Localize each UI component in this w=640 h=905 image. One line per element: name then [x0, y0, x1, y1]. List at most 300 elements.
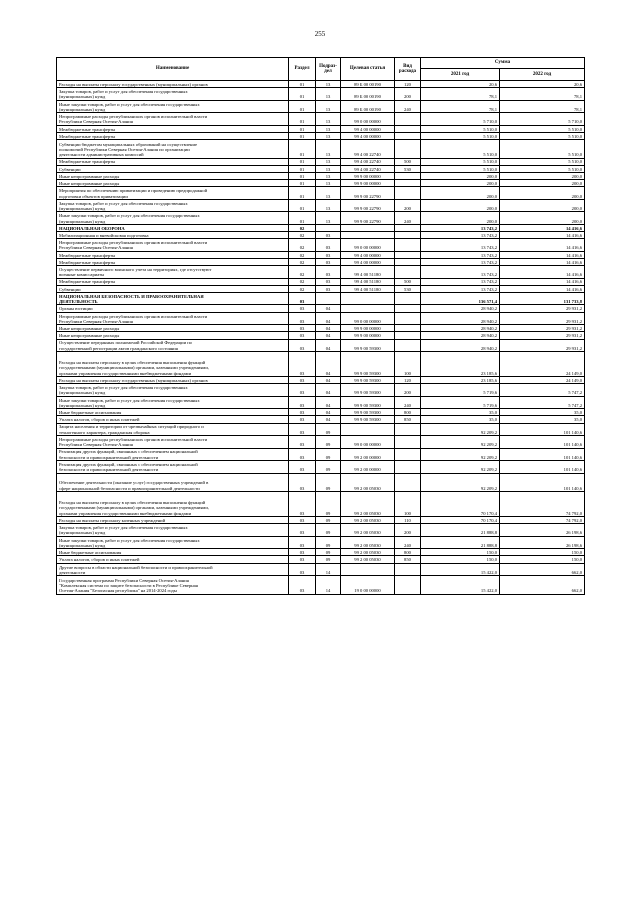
row-subsection: 09 — [316, 492, 341, 517]
table-row — [57, 212, 585, 225]
row-amount-2022: 24 149,0 — [500, 377, 585, 384]
row-expense-type — [395, 423, 421, 436]
row-name: Межбюджетные трансферты — [57, 125, 289, 132]
row-expense-type: 120 — [395, 81, 421, 88]
row-expense-type — [395, 563, 421, 576]
row-amount-2021: 20,6 — [421, 81, 500, 88]
row-name: Закупка товаров, работ и услуг для обеспечения государственных (муниципальных) нужд — [57, 199, 289, 212]
row-section: 02 — [289, 224, 316, 231]
row-expense-type — [395, 461, 421, 474]
row-section: 02 — [289, 239, 316, 252]
row-section: 03 — [289, 517, 316, 524]
row-amount-2022: 26 198,6 — [500, 524, 585, 537]
row-name: Мероприятия по обеспечению приватизации и проведению предпродажной подготовки объектов приватизации — [57, 187, 289, 200]
row-amount-2022: 5 510,0 — [500, 140, 585, 159]
row-name: Защита населения и территории от чрезвычайных ситуаций природного и техногенного характера, гражданская оборона — [57, 423, 289, 436]
row-subsection: 03 — [316, 232, 341, 239]
row-section: 02 — [289, 278, 316, 285]
row-article: 99 9 00 22790 — [341, 187, 395, 200]
table-row — [57, 292, 585, 305]
row-subsection — [316, 224, 341, 231]
row-article: 99 4 00 00000 — [341, 132, 395, 139]
row-amount-2022: 29 931,2 — [500, 312, 585, 325]
row-section: 03 — [289, 492, 316, 517]
row-article: 99 2 00 05030 — [341, 473, 395, 492]
row-name: Иные закупки товаров, работ и услуг для обеспечения государственных (муниципальных) нужд — [57, 100, 289, 113]
row-article: 99 9 00 59300 — [341, 339, 395, 352]
row-amount-2021: 92 209,2 — [421, 473, 500, 492]
table-row — [57, 172, 585, 179]
row-expense-type: 200 — [395, 88, 421, 101]
row-subsection: 09 — [316, 536, 341, 549]
row-section: 01 — [289, 100, 316, 113]
row-subsection: 13 — [316, 132, 341, 139]
table-row — [57, 224, 585, 231]
row-section: 01 — [289, 132, 316, 139]
row-amount-2022: 662,0 — [500, 563, 585, 576]
row-article: 99 9 00 00000 — [341, 172, 395, 179]
row-section: 03 — [289, 436, 316, 449]
row-section: 03 — [289, 576, 316, 595]
row-subsection: 09 — [316, 473, 341, 492]
row-expense-type: 200 — [395, 199, 421, 212]
row-amount-2022: 14 416,6 — [500, 251, 585, 258]
row-expense-type — [395, 339, 421, 352]
row-article: 99 4 00 22740 — [341, 165, 395, 172]
row-amount-2022: 150,0 — [500, 556, 585, 563]
row-name: Иные непрограммные расходы — [57, 332, 289, 339]
table-row — [57, 140, 585, 159]
row-amount-2022: 5 747,2 — [500, 396, 585, 409]
row-subsection: 13 — [316, 100, 341, 113]
row-name: Уплата налогов, сборов и иных платежей — [57, 556, 289, 563]
row-article: 99 9 00 00000 — [341, 332, 395, 339]
row-subsection: 04 — [316, 312, 341, 325]
row-subsection: 04 — [316, 339, 341, 352]
row-amount-2022: 5 510,0 — [500, 158, 585, 165]
row-name: НАЦИОНАЛЬНАЯ ОБОРОНА — [57, 224, 289, 231]
row-subsection: 13 — [316, 88, 341, 101]
row-expense-type — [395, 187, 421, 200]
table-row — [57, 232, 585, 239]
row-amount-2022: 74 792,0 — [500, 517, 585, 524]
header-section: Раздел — [289, 58, 316, 81]
row-article: 99 4 00 22740 — [341, 140, 395, 159]
table-row — [57, 81, 585, 88]
row-name: Межбюджетные трансферты — [57, 158, 289, 165]
row-article: 99 4 00 51180 — [341, 285, 395, 292]
row-amount-2021: 13 743,2 — [421, 251, 500, 258]
row-subsection: 13 — [316, 165, 341, 172]
row-subsection: 04 — [316, 377, 341, 384]
row-amount-2022: 26 198,6 — [500, 536, 585, 549]
row-subsection: 09 — [316, 423, 341, 436]
row-subsection: 14 — [316, 576, 341, 595]
row-amount-2021: 5 719,6 — [421, 384, 500, 397]
row-name: Расходы на выплаты персоналу государственных (муниципальных) органов — [57, 377, 289, 384]
row-name: Субвенции бюджетам муниципальных образований на осуществление полномочий Республики Северная Осетия-Алания по организации деятельности административных комиссий — [57, 140, 289, 159]
row-section: 03 — [289, 423, 316, 436]
row-subsection: 13 — [316, 199, 341, 212]
row-section: 02 — [289, 285, 316, 292]
row-article: 99 0 00 00000 — [341, 436, 395, 449]
row-section: 01 — [289, 187, 316, 200]
row-expense-type — [395, 266, 421, 279]
row-article: 99 9 00 59300 — [341, 352, 395, 377]
row-expense-type: 800 — [395, 409, 421, 416]
row-amount-2021: 92 209,2 — [421, 461, 500, 474]
table-row — [57, 165, 585, 172]
table-row — [57, 492, 585, 517]
row-article: 99 9 00 22790 — [341, 212, 395, 225]
table-row — [57, 549, 585, 556]
row-expense-type — [395, 132, 421, 139]
header-sum: Сумма — [421, 58, 585, 69]
row-amount-2022: 14 416,6 — [500, 224, 585, 231]
budget-table-body — [57, 81, 585, 595]
row-amount-2021: 15 422,0 — [421, 576, 500, 595]
row-expense-type: 850 — [395, 556, 421, 563]
row-amount-2022: 5 710,0 — [500, 113, 585, 126]
row-amount-2021: 92 209,2 — [421, 448, 500, 461]
row-amount-2021: 70 170,4 — [421, 492, 500, 517]
row-name: Закупка товаров, работ и услуг для обеспечения государственных (муниципальных) нужд — [57, 384, 289, 397]
row-subsection: 13 — [316, 187, 341, 200]
row-section: 03 — [289, 325, 316, 332]
row-article: 19 0 00 00000 — [341, 576, 395, 595]
row-subsection: 04 — [316, 325, 341, 332]
row-article: 99 0 00 00000 — [341, 239, 395, 252]
row-name: Иные закупки товаров, работ и услуг для обеспечения государственных (муниципальных) нужд — [57, 212, 289, 225]
row-expense-type — [395, 473, 421, 492]
row-amount-2021: 5 510,0 — [421, 132, 500, 139]
row-amount-2022: 5 510,0 — [500, 165, 585, 172]
row-amount-2021: 28 940,2 — [421, 312, 500, 325]
row-name: Иные бюджетные ассигнования — [57, 549, 289, 556]
table-row — [57, 473, 585, 492]
table-row — [57, 448, 585, 461]
row-article: 99 9 00 00000 — [341, 180, 395, 187]
row-expense-type — [395, 224, 421, 231]
table-row — [57, 132, 585, 139]
row-article: 99 9 00 59300 — [341, 409, 395, 416]
row-name: НАЦИОНАЛЬНАЯ БЕЗОПАСНОСТЬ И ПРАВООХРАНИТЕЛЬНАЯ ДЕЯТЕЛЬНОСТЬ — [57, 292, 289, 305]
row-amount-2021: 92 209,2 — [421, 423, 500, 436]
row-subsection: 09 — [316, 448, 341, 461]
row-article: 99 2 00 05030 — [341, 524, 395, 537]
row-amount-2022: 150,0 — [500, 549, 585, 556]
row-article — [341, 232, 395, 239]
row-subsection: 04 — [316, 396, 341, 409]
row-subsection: 13 — [316, 113, 341, 126]
header-name: Наименование — [57, 58, 289, 81]
row-amount-2022: 662,0 — [500, 576, 585, 595]
row-article: 99 4 00 51180 — [341, 266, 395, 279]
row-amount-2021: 200,0 — [421, 180, 500, 187]
row-amount-2021: 13 743,2 — [421, 224, 500, 231]
row-article — [341, 224, 395, 231]
row-expense-type — [395, 125, 421, 132]
row-section: 03 — [289, 549, 316, 556]
row-expense-type: 530 — [395, 165, 421, 172]
row-amount-2022: 200,0 — [500, 180, 585, 187]
row-name: Иные закупки товаров, работ и услуг для обеспечения государственных (муниципальных) нужд — [57, 536, 289, 549]
row-amount-2021: 200,0 — [421, 187, 500, 200]
row-section: 02 — [289, 266, 316, 279]
row-section: 03 — [289, 536, 316, 549]
row-amount-2022: 101 140,6 — [500, 448, 585, 461]
row-amount-2022: 78,1 — [500, 100, 585, 113]
row-amount-2022: 78,1 — [500, 88, 585, 101]
row-expense-type — [395, 140, 421, 159]
row-article: 99 2 00 05030 — [341, 556, 395, 563]
row-subsection: 04 — [316, 332, 341, 339]
row-article: 99 9 00 59300 — [341, 377, 395, 384]
row-amount-2022: 29 931,2 — [500, 339, 585, 352]
row-amount-2022: 74 792,0 — [500, 492, 585, 517]
row-name: Осуществление первичного воинского учета на территориях, где отсутствуют военные комиссариаты — [57, 266, 289, 279]
budget-table — [56, 57, 585, 595]
row-section: 01 — [289, 199, 316, 212]
row-section: 03 — [289, 377, 316, 384]
row-expense-type — [395, 576, 421, 595]
row-amount-2021: 200,0 — [421, 172, 500, 179]
row-amount-2021: 92 209,2 — [421, 436, 500, 449]
row-section: 01 — [289, 88, 316, 101]
row-subsection: 03 — [316, 285, 341, 292]
row-section: 01 — [289, 172, 316, 179]
row-expense-type — [395, 312, 421, 325]
header-expense-type: Вид расхода — [395, 58, 421, 81]
row-amount-2022: 200,0 — [500, 172, 585, 179]
table-row — [57, 556, 585, 563]
row-article: 99 4 00 00000 — [341, 258, 395, 265]
row-amount-2021: 70 170,4 — [421, 517, 500, 524]
row-article: 99 4 00 00000 — [341, 125, 395, 132]
row-amount-2021: 35,0 — [421, 409, 500, 416]
page-number: 255 — [314, 30, 326, 38]
table-row — [57, 100, 585, 113]
row-subsection: 04 — [316, 305, 341, 312]
row-article: 89 Б 00 00190 — [341, 81, 395, 88]
row-amount-2022: 101 140,6 — [500, 473, 585, 492]
row-expense-type — [395, 292, 421, 305]
row-section: 01 — [289, 113, 316, 126]
row-amount-2022: 14 416,6 — [500, 232, 585, 239]
row-subsection: 13 — [316, 212, 341, 225]
row-subsection: 13 — [316, 125, 341, 132]
row-section: 03 — [289, 396, 316, 409]
table-row — [57, 436, 585, 449]
table-row — [57, 187, 585, 200]
table-row — [57, 239, 585, 252]
row-amount-2021: 5 719,6 — [421, 396, 500, 409]
row-section: 01 — [289, 81, 316, 88]
row-amount-2021: 5 710,0 — [421, 113, 500, 126]
row-expense-type: 500 — [395, 158, 421, 165]
table-row — [57, 409, 585, 416]
row-expense-type — [395, 113, 421, 126]
row-amount-2021: 15 422,0 — [421, 563, 500, 576]
row-amount-2022: 35,0 — [500, 409, 585, 416]
row-section: 02 — [289, 258, 316, 265]
table-row — [57, 517, 585, 524]
row-expense-type: 240 — [395, 396, 421, 409]
row-subsection: 13 — [316, 140, 341, 159]
row-subsection: 03 — [316, 278, 341, 285]
table-row — [57, 266, 585, 279]
row-name: Иные непрограммные расходы — [57, 180, 289, 187]
row-name: Расходы на выплаты персоналу казенных учреждений — [57, 517, 289, 524]
row-subsection: 03 — [316, 239, 341, 252]
row-amount-2022: 5 510,0 — [500, 132, 585, 139]
row-amount-2021: 13 743,2 — [421, 239, 500, 252]
row-name: Закупка товаров, работ и услуг для обеспечения государственных (муниципальных) нужд — [57, 524, 289, 537]
row-amount-2021: 78,1 — [421, 88, 500, 101]
row-amount-2021: 13 743,2 — [421, 232, 500, 239]
row-expense-type: 110 — [395, 517, 421, 524]
row-amount-2022: 20,6 — [500, 81, 585, 88]
row-expense-type — [395, 251, 421, 258]
row-amount-2022: 200,0 — [500, 199, 585, 212]
row-amount-2022: 29 931,2 — [500, 325, 585, 332]
row-article: 99 9 00 59300 — [341, 416, 395, 423]
row-amount-2022: 101 140,6 — [500, 461, 585, 474]
row-subsection: 09 — [316, 517, 341, 524]
table-row — [57, 285, 585, 292]
row-amount-2021: 78,1 — [421, 100, 500, 113]
row-amount-2022: 29 931,2 — [500, 305, 585, 312]
row-amount-2021: 28 940,2 — [421, 339, 500, 352]
row-amount-2021: 28 940,2 — [421, 325, 500, 332]
row-amount-2022: 29 931,2 — [500, 332, 585, 339]
row-expense-type: 200 — [395, 384, 421, 397]
row-section: 01 — [289, 165, 316, 172]
row-amount-2022: 131 733,8 — [500, 292, 585, 305]
row-article: 99 2 00 00000 — [341, 448, 395, 461]
row-article: 99 2 00 05030 — [341, 536, 395, 549]
row-name: Органы юстиции — [57, 305, 289, 312]
row-expense-type: 240 — [395, 100, 421, 113]
row-expense-type — [395, 448, 421, 461]
row-name: Межбюджетные трансферты — [57, 251, 289, 258]
row-amount-2021: 5 510,0 — [421, 125, 500, 132]
row-name: Расходы на выплаты персоналу в целях обеспечения выполнения функций государственными (муниципальными) органами, казенными учреждениями, органами управления государственными внебюджетными фондами — [57, 352, 289, 377]
row-section: 03 — [289, 416, 316, 423]
row-name: Другие вопросы в области национальной безопасности и правоохранительной деятельности — [57, 563, 289, 576]
header-subsection: Подраз-дел — [316, 58, 341, 81]
row-subsection: 13 — [316, 81, 341, 88]
row-amount-2022: 5 747,2 — [500, 384, 585, 397]
table-row — [57, 278, 585, 285]
row-article — [341, 292, 395, 305]
row-name: Закупка товаров, работ и услуг для обеспечения государственных (муниципальных) нужд — [57, 88, 289, 101]
row-article: 99 2 00 05030 — [341, 492, 395, 517]
row-section: 03 — [289, 409, 316, 416]
row-section: 03 — [289, 305, 316, 312]
row-name: Иные непрограммные расходы — [57, 172, 289, 179]
row-subsection: 03 — [316, 266, 341, 279]
row-amount-2021: 23 185,6 — [421, 352, 500, 377]
row-section: 03 — [289, 332, 316, 339]
row-amount-2022: 200,0 — [500, 187, 585, 200]
row-section: 03 — [289, 556, 316, 563]
row-expense-type — [395, 305, 421, 312]
table-row — [57, 576, 585, 595]
row-amount-2021: 23 185,6 — [421, 377, 500, 384]
row-subsection: 09 — [316, 556, 341, 563]
row-amount-2021: 5 510,0 — [421, 140, 500, 159]
row-article: 89 Б 00 00190 — [341, 88, 395, 101]
row-expense-type: 240 — [395, 536, 421, 549]
row-subsection: 13 — [316, 158, 341, 165]
row-expense-type: 500 — [395, 278, 421, 285]
row-amount-2021: 5 510,0 — [421, 165, 500, 172]
row-name: Субвенции — [57, 165, 289, 172]
row-name: Расходы на выплаты персоналу в целях обеспечения выполнения функций государственными (муниципальными) органами, казенными учреждениями, органами управления государственными внебюджетными фондами — [57, 492, 289, 517]
table-row — [57, 536, 585, 549]
row-section: 03 — [289, 339, 316, 352]
row-article: 99 0 00 00000 — [341, 312, 395, 325]
row-section: 03 — [289, 461, 316, 474]
table-row — [57, 377, 585, 384]
row-expense-type — [395, 239, 421, 252]
table-row — [57, 180, 585, 187]
row-subsection: 13 — [316, 180, 341, 187]
row-amount-2021: 150,0 — [421, 549, 500, 556]
row-name: Расходы на выплаты персоналу государственных (муниципальных) органов — [57, 81, 289, 88]
table-row — [57, 461, 585, 474]
row-expense-type: 800 — [395, 549, 421, 556]
row-expense-type — [395, 172, 421, 179]
row-amount-2021: 28 940,2 — [421, 332, 500, 339]
row-amount-2021: 21 888,8 — [421, 536, 500, 549]
row-amount-2021: 136 571,4 — [421, 292, 500, 305]
row-amount-2022: 14 416,6 — [500, 278, 585, 285]
table-row — [57, 396, 585, 409]
row-name: Обеспечение деятельности (оказание услуг) государственных учреждений в сфере национальной безопасности и правоохранительной деятельности — [57, 473, 289, 492]
row-article: 99 2 00 05030 — [341, 549, 395, 556]
row-article: 99 9 00 59300 — [341, 384, 395, 397]
row-section: 01 — [289, 125, 316, 132]
header-year-2022: 2022 год — [500, 69, 585, 81]
row-section: 03 — [289, 312, 316, 325]
table-row — [57, 305, 585, 312]
row-name: Непрограммные расходы республиканских органов исполнительной власти Республики Северная Осетия-Алания — [57, 239, 289, 252]
table-row — [57, 332, 585, 339]
row-amount-2021: 28 940,2 — [421, 305, 500, 312]
header-article: Целевая статья — [341, 58, 395, 81]
row-section: 01 — [289, 140, 316, 159]
table-row — [57, 199, 585, 212]
table-row — [57, 524, 585, 537]
row-name: Межбюджетные трансферты — [57, 132, 289, 139]
row-subsection: 09 — [316, 436, 341, 449]
row-section: 03 — [289, 448, 316, 461]
row-section: 03 — [289, 384, 316, 397]
table-row — [57, 125, 585, 132]
row-amount-2021: 21 888,8 — [421, 524, 500, 537]
row-subsection: 04 — [316, 409, 341, 416]
row-section: 02 — [289, 251, 316, 258]
row-name: Межбюджетные трансферты — [57, 278, 289, 285]
row-section: 01 — [289, 180, 316, 187]
row-section: 03 — [289, 292, 316, 305]
row-expense-type — [395, 258, 421, 265]
row-subsection: 04 — [316, 384, 341, 397]
row-amount-2021: 5 510,0 — [421, 158, 500, 165]
row-article — [341, 305, 395, 312]
